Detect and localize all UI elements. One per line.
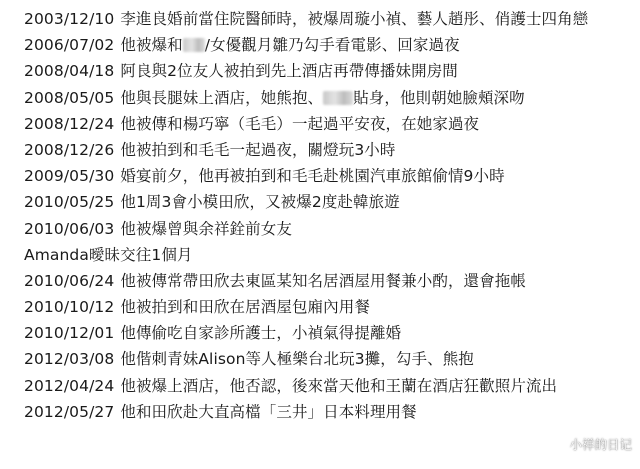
list-item	[24, 85, 640, 111]
entry-text: 他傳偷吃自家診所護士，小禎氣得提離婚	[120, 324, 402, 343]
list-item	[24, 6, 640, 32]
list-item	[24, 320, 640, 346]
list-item	[24, 242, 640, 268]
entry-text: 李進良婚前當住院醫師時，被爆周璇小禎、藝人趙彤、俏護士四角戀	[120, 10, 589, 28]
entry-date: 2006/07/02	[24, 36, 115, 55]
entry-date: 2012/04/24	[24, 376, 115, 395]
entry-date: 2012/03/08	[24, 350, 115, 369]
list-item	[24, 399, 640, 425]
entry-text: 他被傳和楊巧寧（毛毛）一起過平安夜，在她家過夜	[120, 114, 480, 133]
entry-text: Amanda曖昧交往1個月	[24, 245, 193, 264]
entry-date: 2008/05/05	[24, 88, 115, 107]
entry-date: 2012/05/27	[24, 402, 115, 421]
entry-date: 2010/05/25	[24, 193, 115, 212]
entry-text: 他被傳常帶田欣去東區某知名居酒屋用餐兼小酌，還會拖帳	[120, 271, 526, 290]
list-item	[24, 294, 640, 320]
watermark: 小祥的日记	[569, 437, 632, 452]
list-item	[24, 111, 640, 137]
entry-date: 2008/04/18	[24, 62, 115, 81]
entry-text: 他被爆和	[120, 36, 183, 55]
entry-text: 他1周3會小模田欣，又被爆2度赴韓旅遊	[120, 193, 400, 212]
entry-text: 他偕刺青妹Alison等人極樂台北玩3攤，勾手、熊抱	[120, 350, 474, 369]
entry-date: 2010/06/03	[24, 219, 115, 238]
list-item	[24, 189, 640, 215]
entry-text: 阿良與2位友人被拍到先上酒店再帶傳播妹開房間	[120, 62, 458, 81]
entry-text: 他被拍到和田欣在居酒屋包廂內用餐	[120, 298, 370, 317]
entry-text: 貼身，他則朝她臉頰深吻	[353, 88, 525, 107]
entry-text: 他和田欣赴大直高檔「三井」日本料理用餐	[120, 402, 417, 421]
entry-date: 2009/05/30	[24, 167, 115, 186]
entry-date: 2008/12/24	[24, 114, 115, 133]
entry-date: 2003/12/10	[24, 10, 115, 28]
list-item	[24, 32, 640, 58]
entry-text: 婚宴前夕，他再被拍到和毛毛赴桃園汽車旅館偷情9小時	[120, 167, 505, 186]
entry-text: 他被爆曾與余祥銓前女友	[120, 219, 292, 238]
censor-blur	[183, 38, 205, 52]
censor-blur	[323, 91, 353, 105]
entry-date: 2008/12/26	[24, 140, 115, 159]
list-item	[24, 268, 640, 294]
list-item	[24, 163, 640, 189]
entry-date: 2010/12/01	[24, 324, 115, 343]
list-item	[24, 216, 640, 242]
entry-date: 2010/06/24	[24, 271, 115, 290]
entry-text: /女優觀月雛乃勾手看電影、回家過夜	[204, 36, 460, 55]
list-item	[24, 137, 640, 163]
list-item	[24, 346, 640, 372]
entry-text: 他被爆上酒店，他否認，後來當天他和王蘭在酒店狂歡照片流出	[120, 376, 558, 395]
list-item	[24, 58, 640, 84]
entry-date: 2010/10/12	[24, 298, 115, 317]
entry-text: 他被拍到和毛毛一起過夜，關燈玩3小時	[120, 140, 396, 159]
entry-text: 他與長腿妹上酒店，她熊抱、	[120, 88, 324, 107]
list-item	[24, 373, 640, 399]
